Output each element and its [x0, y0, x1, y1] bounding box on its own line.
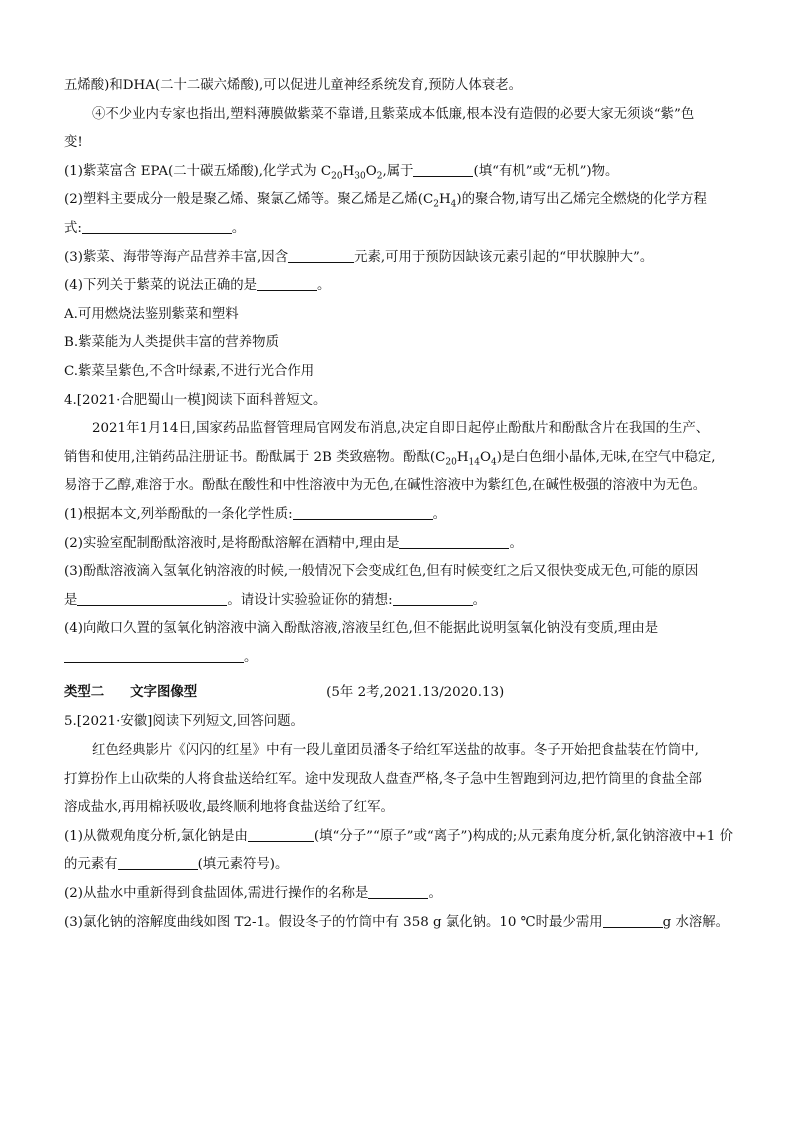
- subscript: 14: [468, 457, 480, 468]
- question-text: (4)向敞口久置的氢氧化钠溶液中滴入酚酞溶液,溶液呈红色,但不能据此说明氢氧化钠没有变质,理由是: [64, 621, 659, 637]
- p4-question-3-cont: [64, 587, 740, 616]
- answer-blank[interactable]: [413, 162, 473, 177]
- option-c: [64, 358, 740, 387]
- answer-blank[interactable]: [288, 248, 354, 263]
- question-text: 。请设计实验验证你的猜想:: [227, 592, 393, 608]
- question-text: (3)紫菜、海带等海产品营养丰富,因含: [64, 249, 289, 265]
- subscript: 4: [450, 200, 457, 211]
- paragraph-text: 五烯酸)和DHA(二十二碳六烯酸),可以促进儿童神经系统发育,预防人体衰老。: [64, 78, 522, 93]
- question-text: 。: [432, 506, 446, 522]
- answer-blank[interactable]: [77, 591, 227, 606]
- question-text: 的元素有: [64, 857, 118, 873]
- document-page: [64, 72, 740, 937]
- answer-blank[interactable]: [64, 648, 244, 663]
- question-text: H: [342, 163, 355, 179]
- subscript: 2: [376, 171, 383, 182]
- question-text: 。: [317, 278, 331, 294]
- paragraph-text: 变!: [64, 135, 83, 151]
- question-text: (4)下列关于紫菜的说法正确的是: [64, 278, 258, 294]
- question-text: (填“分子”“原子”或“离子”)构成的;从元素角度分析,氯化钠溶液中+1 价: [313, 828, 733, 844]
- answer-blank[interactable]: [248, 827, 314, 842]
- question-3: [64, 244, 740, 273]
- text-line: [64, 72, 740, 101]
- question-text: 。: [231, 220, 246, 236]
- paragraph-text: O: [479, 449, 491, 465]
- text-line: [64, 472, 740, 501]
- answer-blank[interactable]: [399, 534, 509, 549]
- question-text: (3)氯化钠的溶解度曲线如图 T2-1。假设冬子的竹筒中有 358 g 氯化钠。10 ℃时最少需用: [64, 914, 603, 930]
- option-text: C.紫菜呈紫色,不含叶绿素,不进行光合作用: [64, 363, 315, 379]
- question-text: g 水溶解。: [662, 914, 730, 930]
- answer-blank[interactable]: [393, 591, 473, 606]
- question-text: H: [438, 192, 451, 208]
- p5-question-1-cont: [64, 851, 740, 880]
- p4-question-2: [64, 530, 740, 559]
- p4-question-4: [64, 615, 740, 644]
- problem-4-title: [64, 387, 740, 416]
- section-note: (5年 2考,2021.13/2020.13): [326, 685, 505, 701]
- question-text: 元素,可用于预防因缺该元素引起的“甲状腺肿大”。: [354, 249, 654, 265]
- answer-blank[interactable]: [293, 505, 433, 520]
- p4-question-1: [64, 501, 740, 530]
- paragraph-text: 2021年1月14日,国家药品监督管理局官网发布消息,决定自即日起停止酚酞片和酚酞含片在我国的生产、: [92, 421, 710, 437]
- question-text: (1)根据本文,列举酚酞的一条化学性质:: [64, 506, 293, 522]
- answer-blank[interactable]: [118, 855, 198, 870]
- text-line: [64, 129, 740, 158]
- question-text: 。: [244, 649, 258, 665]
- paragraph-text: 销售和使用,注销药品注册证书。酚酞属于 2B 类致癌物。酚酞(C: [64, 449, 446, 465]
- option-a: [64, 301, 740, 330]
- problem-title: 5.[2021·安徽]阅读下列短文,回答问题。: [64, 714, 304, 730]
- p5-question-3: [64, 909, 740, 938]
- paragraph-text: ④不少业内专家也指出,塑料薄膜做紫菜不靠谱,且紫菜成本低廉,根本没有造假的必要大家无须谈“紫”色: [92, 106, 695, 122]
- answer-blank[interactable]: [257, 276, 317, 291]
- paragraph-text: 易溶于乙醇,难溶于水。酚酞在酸性和中性溶液中为无色,在碱性溶液中为紫红色,在碱性极强的溶液中为无色。: [64, 478, 707, 494]
- paragraph-text: )是白色细小晶体,无味,在空气中稳定,: [496, 449, 716, 465]
- problem-title: 4.[2021·合肥蜀山一模]阅读下面科普短文。: [64, 392, 327, 408]
- paragraph-text: 打算扮作上山砍柴的人将食盐送给红军。途中发现敌人盘查严格,冬子急中生智跑到河边,把竹筒里的食盐全部: [64, 771, 702, 787]
- paragraph-text: H: [456, 449, 469, 465]
- text-line: [64, 101, 740, 130]
- option-b: [64, 329, 740, 358]
- answer-blank[interactable]: [82, 219, 232, 234]
- subscript: 4: [490, 457, 497, 468]
- section-type: 类型二: [64, 685, 105, 701]
- question-text: 是: [64, 592, 78, 608]
- question-text: (1)从微观角度分析,氯化钠是由: [64, 828, 248, 844]
- p4-question-3: [64, 558, 740, 587]
- question-text: ,属于: [382, 163, 414, 179]
- text-line: [64, 794, 740, 823]
- question-text: 式:: [64, 220, 82, 236]
- p5-question-1: [64, 823, 740, 852]
- question-2-cont: [64, 215, 740, 244]
- option-text: A.可用燃烧法鉴别紫菜和塑料: [64, 306, 239, 322]
- text-line: [64, 766, 740, 795]
- question-text: )的聚合物,请写出乙烯完全燃烧的化学方程: [456, 192, 707, 208]
- text-line: [64, 444, 740, 473]
- subscript: 2: [433, 200, 439, 211]
- paragraph-text: 溶成盐水,再用棉袄吸收,最终顺利地将食盐送给了红军。: [64, 800, 394, 816]
- question-text: O: [365, 163, 377, 179]
- question-text: (填元素符号)。: [197, 857, 289, 873]
- question-2: [64, 186, 740, 215]
- p5-question-2: [64, 880, 740, 909]
- section-heading: [64, 678, 740, 708]
- question-4: [64, 272, 740, 301]
- question-text: (2)塑料主要成分一般是聚乙烯、聚氯乙烯等。聚乙烯是乙烯(C: [64, 192, 434, 208]
- problem-5-title: [64, 708, 740, 737]
- subscript: 30: [354, 171, 366, 182]
- answer-blank[interactable]: [368, 884, 428, 899]
- text-line: [64, 415, 740, 444]
- question-text: 。: [428, 886, 442, 902]
- question-text: 。: [509, 535, 523, 551]
- text-line: [64, 737, 740, 766]
- question-text: (2)实验室配制酚酞溶液时,是将酚酞溶解在酒精中,理由是: [64, 535, 400, 551]
- question-text: (2)从盐水中重新得到食盐固体,需进行操作的名称是: [64, 886, 369, 902]
- option-text: B.紫菜能为人类提供丰富的营养物质: [64, 335, 279, 351]
- subscript: 20: [331, 171, 343, 182]
- p4-question-4-cont: [64, 644, 740, 673]
- question-text: (3)酚酞溶液滴入氢氧化钠溶液的时候,一般情况下会变成红色,但有时候变红之后又很快变成无色,可能的原因: [64, 564, 699, 580]
- question-text: 。: [472, 592, 486, 608]
- answer-blank[interactable]: [603, 913, 663, 928]
- paragraph-text: 红色经典影片《闪闪的红星》中有一段儿童团员潘冬子给红军送盐的故事。冬子开始把食盐装在竹筒中,: [92, 743, 699, 759]
- subscript: 20: [445, 457, 457, 468]
- question-1: [64, 158, 740, 187]
- section-name: 文字图像型: [130, 685, 198, 701]
- question-text: (1)紫菜富含 EPA(二十碳五烯酸),化学式为 C: [64, 163, 332, 179]
- question-text: (填“有机”或“无机”)物。: [473, 163, 619, 179]
